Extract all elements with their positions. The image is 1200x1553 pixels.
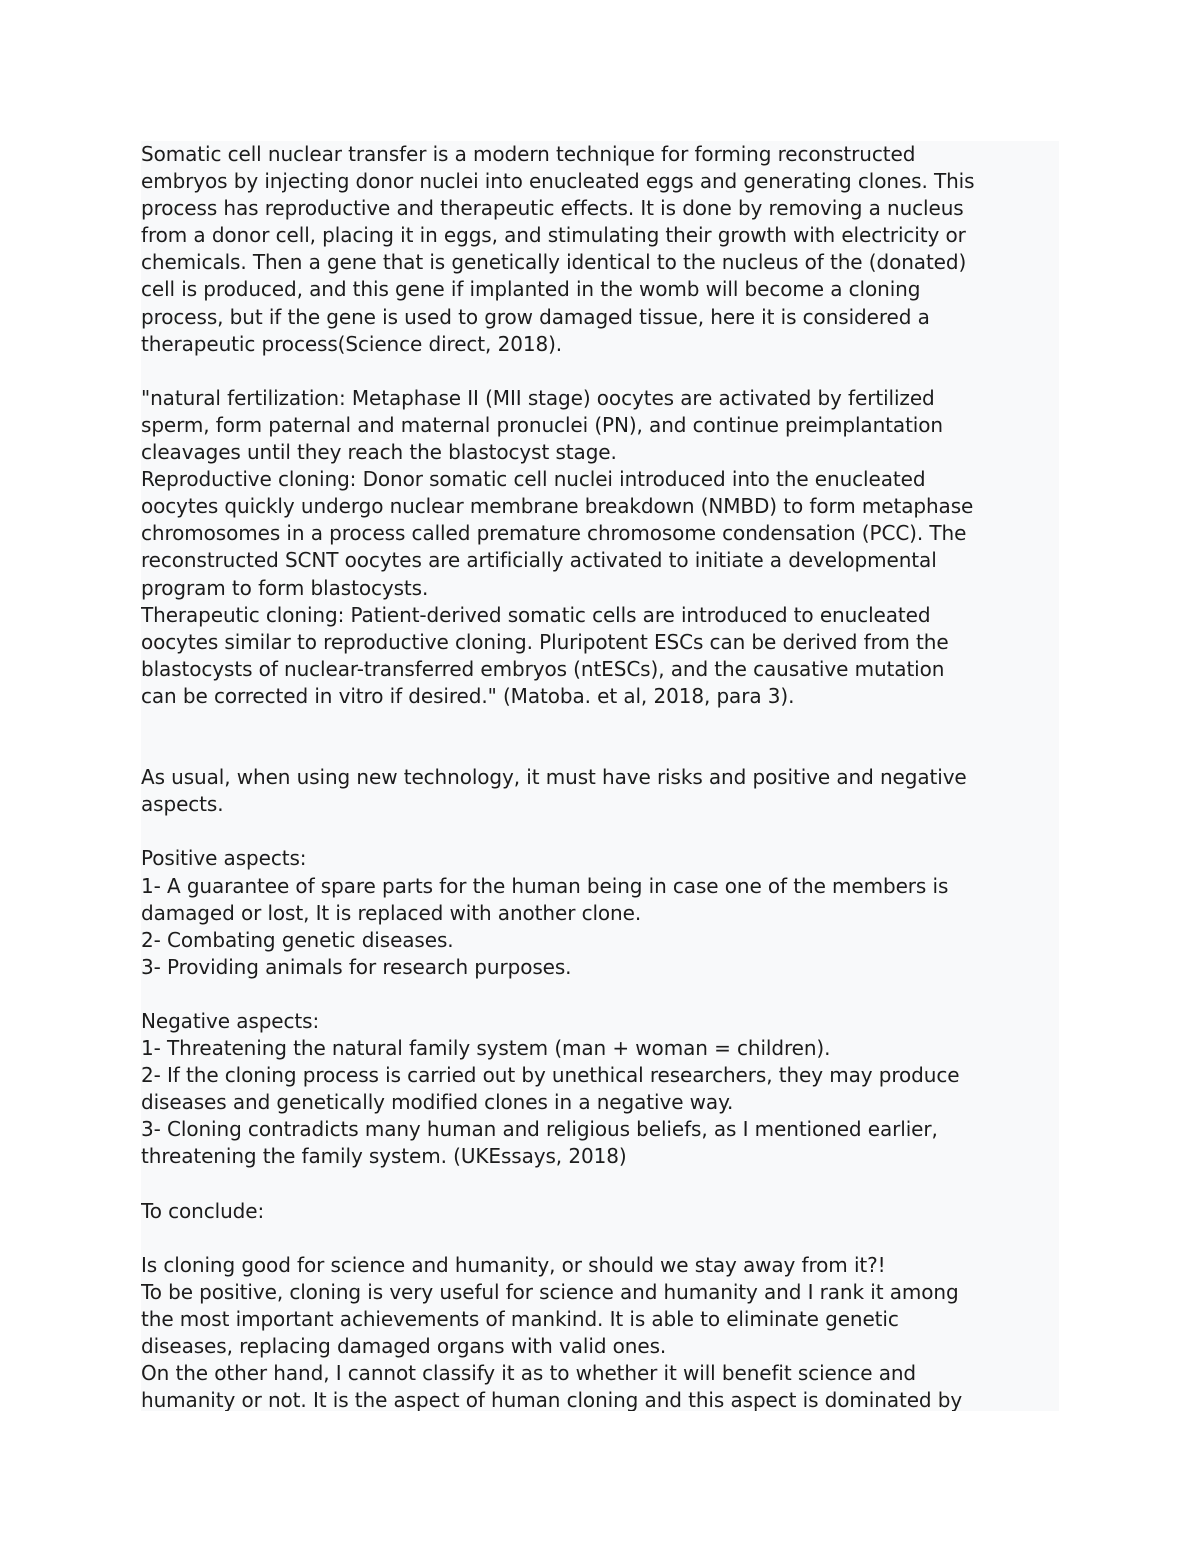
list-item: 1- Threatening the natural family system (man + woman = children). (141, 1036, 831, 1061)
list-item: 2- If the cloning process is carried out by unethical researchers, they may produce (141, 1063, 960, 1088)
list-item: 3- Providing animals for research purposes. (141, 954, 572, 979)
section-heading: Positive aspects: (141, 846, 307, 871)
blank-line (141, 1225, 1059, 1252)
text-line: On the other hand, I cannot classify it as to whether it will benefit science and (141, 1361, 917, 1386)
blank-line (141, 358, 1059, 385)
text-line: blastocysts of nuclear-transferred embryos (ntESCs), and the causative mutation (141, 656, 945, 681)
blank-line (141, 1171, 1059, 1198)
conclusion-paragraph (141, 1252, 1059, 1411)
document-body (141, 141, 1059, 1411)
text-line: oocytes quickly undergo nuclear membrane breakdown (NMBD) to form metaphase (141, 494, 974, 519)
negative-aspects-list (141, 1008, 1059, 1171)
text-line: reconstructed SCNT oocytes are artificially activated to initiate a developmental (141, 548, 937, 573)
blank-line (141, 818, 1059, 845)
list-item: 3- Cloning contradicts many human and religious beliefs, as I mentioned earlier, (141, 1117, 938, 1142)
text-line: aspects. (141, 792, 224, 817)
list-item: damaged or lost, It is replaced with another clone. (141, 900, 642, 925)
text-line: Is cloning good for science and humanity, or should we stay away from it?! (141, 1252, 886, 1277)
quote-paragraph (141, 385, 1059, 710)
text-line: chromosomes in a process called premature chromosome condensation (PCC). The (141, 521, 967, 546)
text-line: process, but if the gene is used to grow damaged tissue, here it is considered a (141, 304, 930, 329)
list-item: 1- A guarantee of spare parts for the human being in case one of the members is (141, 873, 949, 898)
text-line: cleavages until they reach the blastocyst stage. (141, 440, 617, 465)
blank-line (141, 737, 1059, 764)
text-line: Therapeutic cloning: Patient-derived somatic cells are introduced to enucleated (141, 602, 931, 627)
section-heading: To conclude: (141, 1198, 265, 1223)
text-line: chemicals. Then a gene that is genetically identical to the nucleus of the (donated) (141, 250, 967, 275)
text-line: Somatic cell nuclear transfer is a modern technique for forming reconstructed (141, 142, 916, 166)
text-line: To be positive, cloning is very useful for science and humanity and I rank it among (141, 1279, 959, 1304)
positive-aspects-list (141, 845, 1059, 980)
text-line: can be corrected in vitro if desired." (Matoba. et al, 2018, para 3). (141, 683, 795, 708)
text-line: humanity or not. It is the aspect of human cloning and this aspect is dominated by (141, 1388, 963, 1411)
blank-line (141, 981, 1059, 1008)
blank-line (141, 710, 1059, 737)
text-line: therapeutic process(Science direct, 2018). (141, 331, 563, 356)
list-item: threatening the family system. (UKEssays, 2018) (141, 1144, 627, 1169)
text-line: diseases, replacing damaged organs with valid ones. (141, 1334, 667, 1359)
risks-paragraph (141, 764, 1059, 818)
text-line: sperm, form paternal and maternal pronuclei (PN), and continue preimplantation (141, 412, 943, 437)
list-item: diseases and genetically modified clones in a negative way. (141, 1090, 734, 1115)
intro-paragraph (141, 141, 1059, 358)
text-line: program to form blastocysts. (141, 575, 429, 600)
text-line: As usual, when using new technology, it must have risks and positive and negative (141, 765, 967, 790)
text-line: the most important achievements of mankind. It is able to eliminate genetic (141, 1307, 899, 1332)
text-line: from a donor cell, placing it in eggs, and stimulating their growth with electricity or (141, 223, 966, 248)
text-line: Reproductive cloning: Donor somatic cell nuclei introduced into the enucleated (141, 467, 926, 492)
list-item: 2- Combating genetic diseases. (141, 927, 454, 952)
text-line: process has reproductive and therapeutic effects. It is done by removing a nucleus (141, 196, 964, 221)
text-line: cell is produced, and this gene if implanted in the womb will become a cloning (141, 277, 921, 302)
text-line: embryos by injecting donor nuclei into enucleated eggs and generating clones. This (141, 169, 975, 194)
section-heading: Negative aspects: (141, 1009, 320, 1033)
text-line: oocytes similar to reproductive cloning. Pluripotent ESCs can be derived from the (141, 629, 949, 654)
text-line: "natural fertilization: Metaphase II (MII stage) oocytes are activated by fertilized (141, 385, 935, 410)
